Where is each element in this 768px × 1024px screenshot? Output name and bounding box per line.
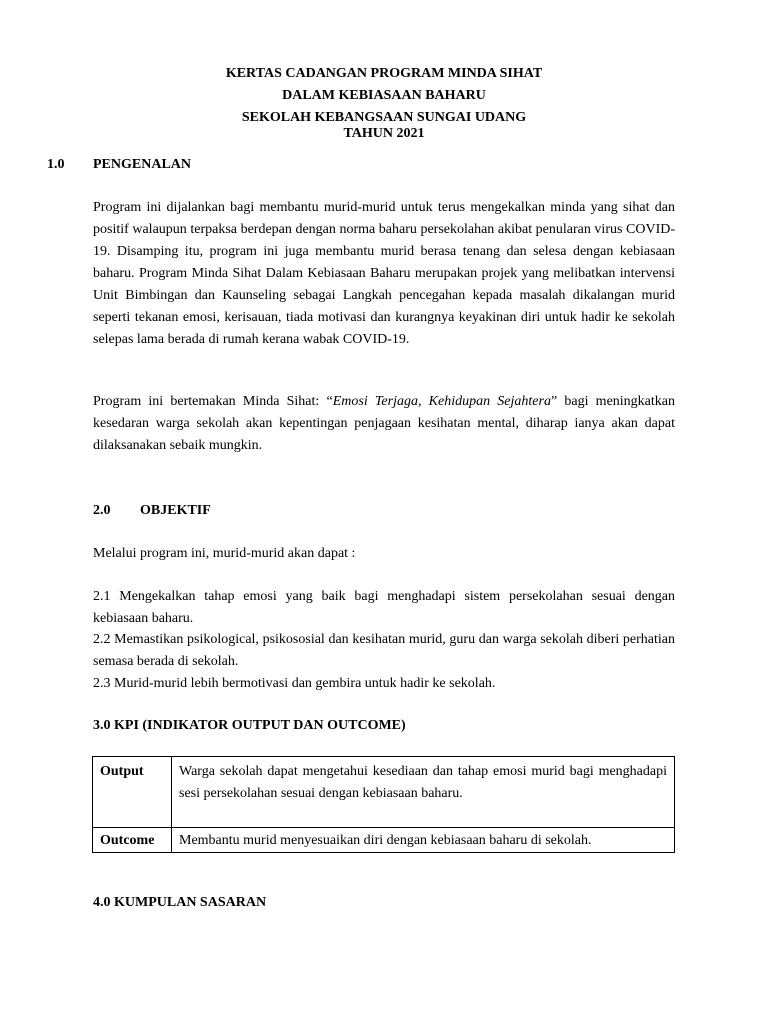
section3-heading: 3.0 KPI (INDIKATOR OUTPUT DAN OUTCOME) xyxy=(93,718,406,733)
kpi-outcome-label: Outcome xyxy=(93,828,172,853)
section1-number: 1.0 xyxy=(47,157,65,172)
table-row xyxy=(93,757,675,828)
kpi-output-label: Output xyxy=(93,757,172,828)
objective-item-2: 2.2 Memastikan psikological, psikososial dan kesihatan murid, guru dan warga sekolah diberi perhatian semasa berada di sekolah. xyxy=(93,632,675,669)
section2-heading: OBJEKTIF xyxy=(140,503,211,518)
kpi-output-text: Warga sekolah dapat mengetahui kesediaan dan tahap emosi murid bagi menghadapi sesi persekolahan sesuai dengan kebiasaan baharu. xyxy=(172,757,675,828)
section2-number: 2.0 xyxy=(93,503,111,518)
kpi-table xyxy=(92,756,675,853)
objective-item-1: 2.1 Mengekalkan tahap emosi yang baik bagi menghadapi sistem persekolahan sesuai dengan kebiasaan baharu. xyxy=(93,589,675,626)
doc-title-line2: DALAM KEBIASAAN BAHARU xyxy=(282,88,486,103)
para2-start: Program ini bertemakan Minda Sihat: “ xyxy=(93,394,333,409)
para2-end: ” bagi meningkatkan kesedaran warga sekolah akan kepentingan penjagaan kesihatan mental, diharap ianya akan dapat dilaksanakan sebaik mungkin. xyxy=(93,394,675,453)
section4-heading: 4.0 KUMPULAN SASARAN xyxy=(93,895,267,910)
section1-paragraph1: Program ini dijalankan bagi membantu murid-murid untuk terus mengekalkan minda yang sihat dan positif walaupun terpaksa berdepan dengan norma baharu persekolahan akibat penularan virus COVID-19. Disamping itu, program ini juga membantu murid berasa tenang dan selesa dengan kebiasaan baharu. Program Minda Sihat Dalam Kebiasaan Baharu merupakan projek yang melibatkan intervensi Unit Bimbingan dan Kaunseling sebagai Langkah pencegahan kepada masalah dikalangan murid seperti tekanan emosi, kerisauan, tiada motivasi dan kurangnya keyakinan diri untuk hadir ke sekolah selepas lama berada di rumah kerana wabak COVID-19. xyxy=(93,200,675,347)
doc-title-line4: TAHUN 2021 xyxy=(343,126,425,141)
section2-intro: Melalui program ini, murid-murid akan dapat : xyxy=(93,546,356,561)
table-row xyxy=(93,828,675,853)
objective-item-3: 2.3 Murid-murid lebih bermotivasi dan gembira untuk hadir ke sekolah. xyxy=(93,676,496,691)
section1-heading: PENGENALAN xyxy=(93,157,192,172)
section1-paragraph2 xyxy=(93,391,675,457)
doc-title-line3: SEKOLAH KEBANGSAAN SUNGAI UDANG xyxy=(241,110,527,125)
para2-theme: Emosi Terjaga, Kehidupan Sejahtera xyxy=(332,394,551,409)
kpi-outcome-text: Membantu murid menyesuaikan diri dengan kebiasaan baharu di sekolah. xyxy=(172,828,675,853)
doc-title-line1: KERTAS CADANGAN PROGRAM MINDA SIHAT xyxy=(225,66,543,81)
